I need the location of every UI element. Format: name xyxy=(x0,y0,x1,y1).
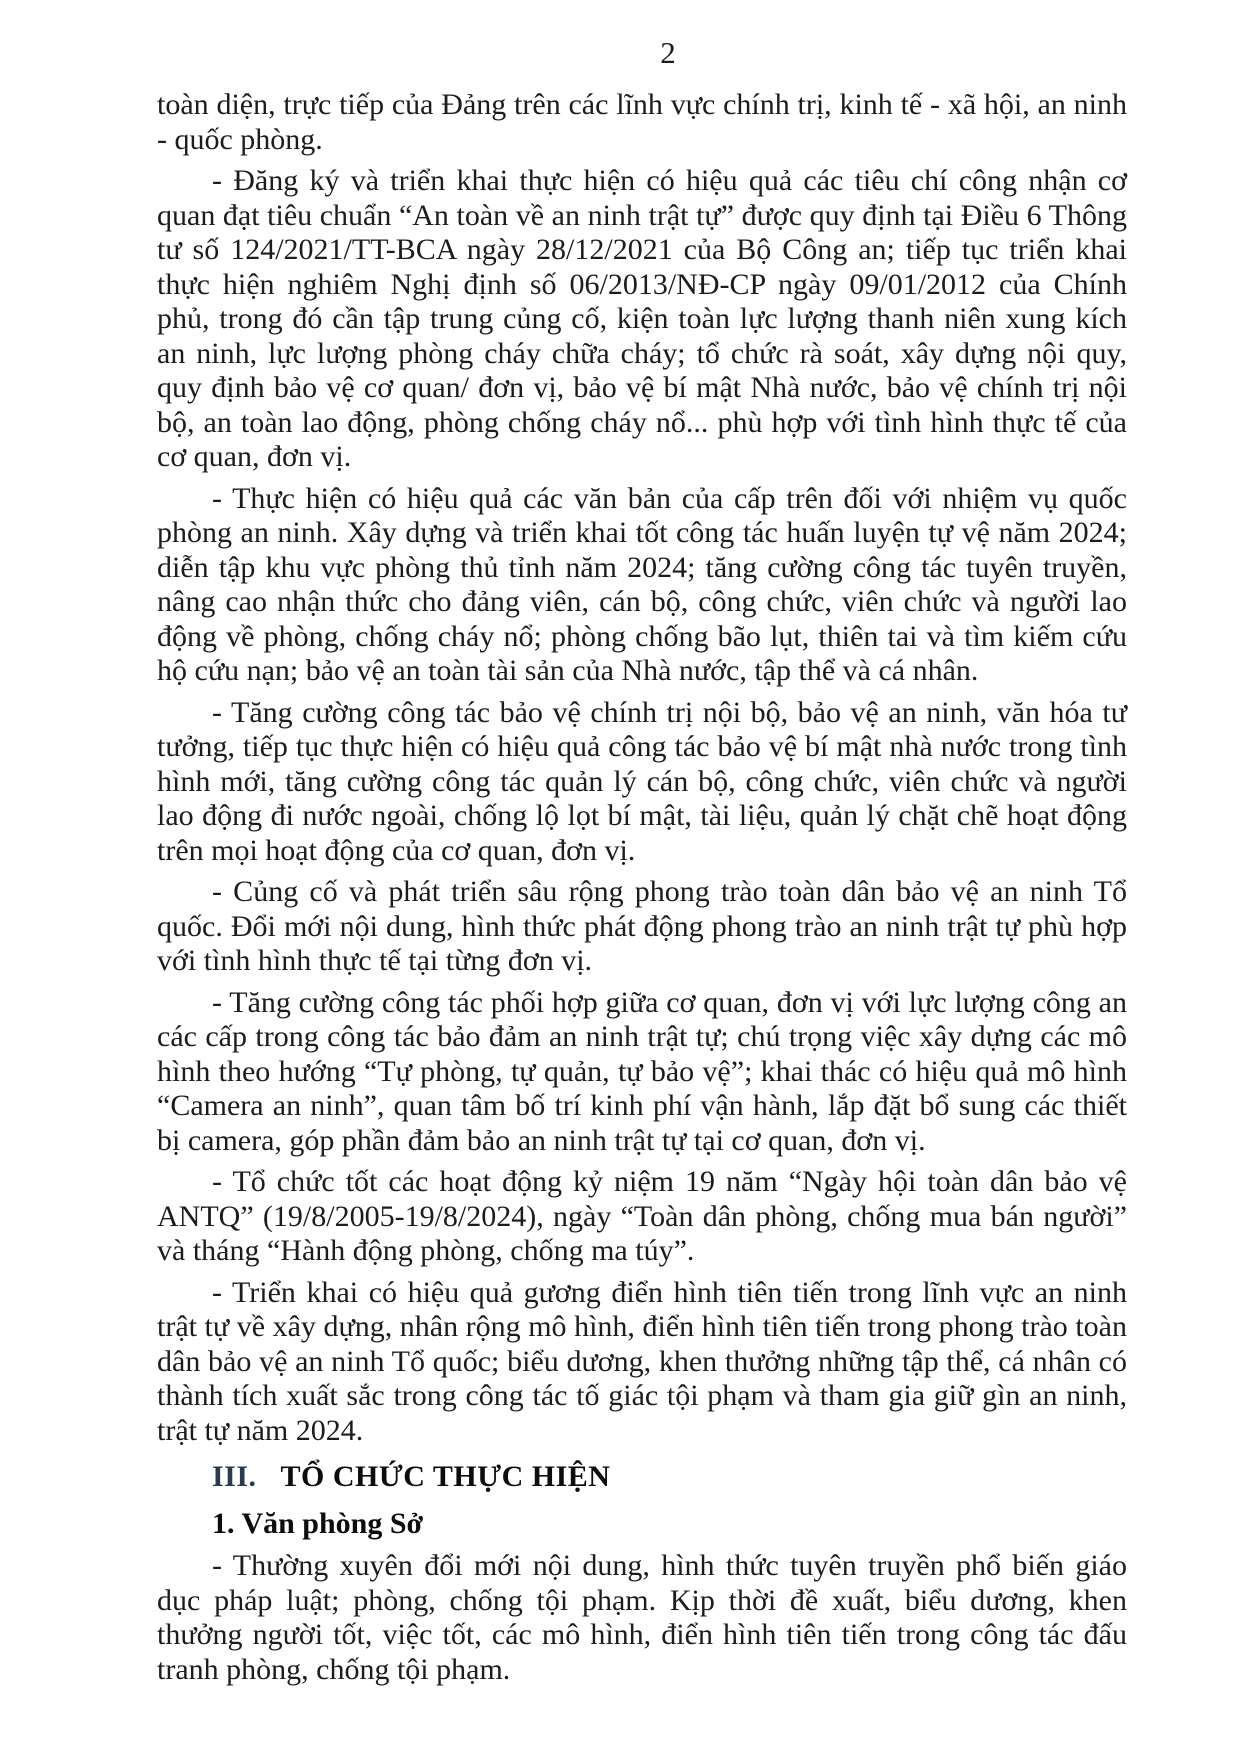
section-number: III. xyxy=(212,1460,257,1493)
body-paragraph: - Thực hiện có hiệu quả các văn bản của cấp trên đối với nhiệm vụ quốc phòng an ninh. Xây dựng và triển khai tốt công tác huấn luyện tự vệ năm 2024; diễn tập khu vực phòng thủ tỉnh năm 2024; tăng cường công tác tuyên truyền, nâng cao nhận thức cho đảng viên, cán bộ, công chức, viên chức và người lao động về phòng, chống cháy nổ; phòng chống bão lụt, thiên tai và tìm kiếm cứu hộ cứu nạn; bảo vệ an toàn tài sản của Nhà nước, tập thể và cá nhân. xyxy=(157,481,1127,687)
document-body xyxy=(157,88,1127,1687)
body-paragraph: - Tổ chức tốt các hoạt động kỷ niệm 19 năm “Ngày hội toàn dân bảo vệ ANTQ” (19/8/2005-19/8/2024), ngày “Toàn dân phòng, chống mua bán người” và tháng “Hành động phòng, chống ma túy”. xyxy=(157,1165,1127,1267)
subsection-heading: 1. Văn phòng Sở xyxy=(212,1507,424,1540)
body-paragraph: - Củng cố và phát triển sâu rộng phong trào toàn dân bảo vệ an ninh Tổ quốc. Đổi mới nội dung, hình thức phát động phong trào an ninh trật tự phù hợp với tình hình thực tế tại từng đơn vị. xyxy=(157,875,1127,977)
body-paragraph: - Tăng cường công tác phối hợp giữa cơ quan, đơn vị với lực lượng công an các cấp trong công tác bảo đảm an ninh trật tự; chú trọng việc xây dựng các mô hình theo hướng “Tự phòng, tự quản, tự bảo vệ”; khai thác có hiệu quả mô hình “Camera an ninh”, quan tâm bố trí kinh phí vận hành, lắp đặt bổ sung các thiết bị camera, góp phần đảm bảo an ninh trật tự tại cơ quan, đơn vị. xyxy=(157,985,1127,1157)
body-paragraph: - Tăng cường công tác bảo vệ chính trị nội bộ, bảo vệ an ninh, văn hóa tư tưởng, tiếp tục thực hiện có hiệu quả công tác bảo vệ bí mật nhà nước trong tình hình mới, tăng cường công tác quản lý cán bộ, công chức, viên chức và người lao động đi nước ngoài, chống lộ lọt bí mật, tài liệu, quản lý chặt chẽ hoạt động trên mọi hoạt động của cơ quan, đơn vị. xyxy=(157,695,1127,867)
body-paragraph: - Đăng ký và triển khai thực hiện có hiệu quả các tiêu chí công nhận cơ quan đạt tiêu chuẩn “An toàn về an ninh trật tự” được quy định tại Điều 6 Thông tư số 124/2021/TT-BCA ngày 28/12/2021 của Bộ Công an; tiếp tục triển khai thực hiện nghiêm Nghị định số 06/2013/NĐ-CP ngày 09/01/2012 của Chính phủ, trong đó cần tập trung củng cố, kiện toàn lực lượng thanh niên xung kích an ninh, lực lượng phòng cháy chữa cháy; tổ chức rà soát, xây dựng nội quy, quy định bảo vệ cơ quan/ đơn vị, bảo vệ bí mật Nhà nước, bảo vệ chính trị nội bộ, an toàn lao động, phòng chống cháy nổ... phù hợp với tình hình thực tế của cơ quan, đơn vị. xyxy=(157,164,1127,473)
body-paragraph: - Thường xuyên đổi mới nội dung, hình thức tuyên truyền phổ biến giáo dục pháp luật; phòng, chống tội phạm. Kịp thời đề xuất, biểu dương, khen thưởng người tốt, việc tốt, các mô hình, điển hình tiên tiến trong công tác đấu tranh phòng, chống tội phạm. xyxy=(157,1549,1127,1686)
body-paragraph: - Triển khai có hiệu quả gương điển hình tiên tiến trong lĩnh vực an ninh trật tự về xây dựng, nhân rộng mô hình, điển hình tiên tiến trong phong trào toàn dân bảo vệ an ninh Tổ quốc; biểu dương, khen thưởng những tập thể, cá nhân có thành tích xuất sắc trong công tác tố giác tội phạm và tham gia giữ gìn an ninh, trật tự năm 2024. xyxy=(157,1275,1127,1447)
page-number: 2 xyxy=(660,35,676,70)
section-heading xyxy=(157,1459,1127,1495)
body-paragraph: toàn diện, trực tiếp của Đảng trên các lĩnh vực chính trị, kinh tế - xã hội, an ninh - quốc phòng. xyxy=(157,88,1127,156)
section-title: TỔ CHỨC THỰC HIỆN xyxy=(280,1460,611,1493)
